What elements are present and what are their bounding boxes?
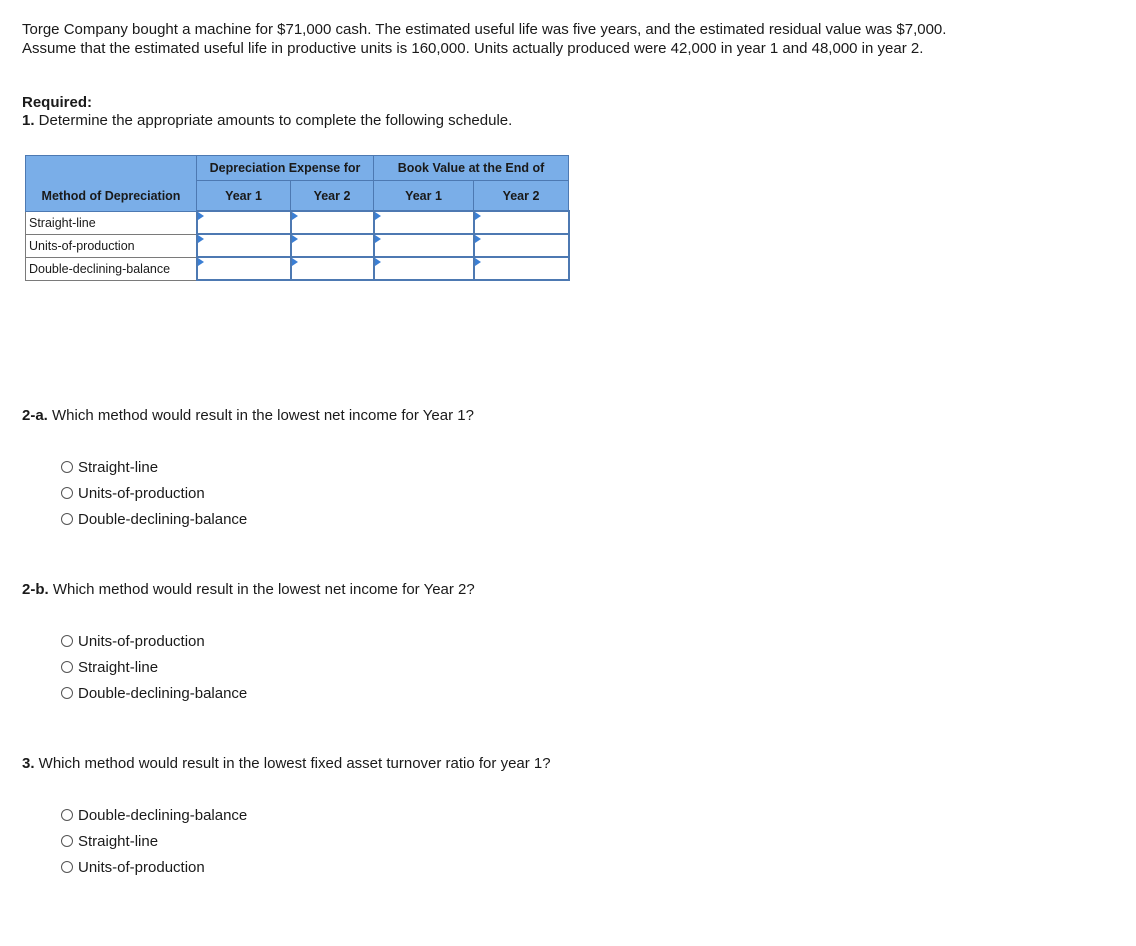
input-cell[interactable] — [474, 211, 569, 234]
input-cell[interactable] — [197, 234, 291, 257]
radio-label[interactable]: Straight-line — [78, 458, 159, 476]
radio-option[interactable] — [61, 828, 247, 854]
ddb-bv-year1-input[interactable] — [375, 258, 473, 279]
ddb-dep-year2-input[interactable] — [292, 258, 373, 279]
question-2a — [22, 407, 474, 424]
header-dep-year2: Year 2 — [291, 181, 374, 212]
header-bv-year1: Year 1 — [374, 181, 474, 212]
input-cell[interactable] — [474, 257, 569, 280]
radio-label[interactable]: Double-declining-balance — [78, 684, 248, 702]
input-cell[interactable] — [197, 257, 291, 280]
question-2b — [22, 581, 475, 598]
question-number: 2-b. — [22, 581, 49, 598]
radio-button[interactable] — [61, 835, 73, 847]
input-cell[interactable] — [291, 234, 374, 257]
header-book-value: Book Value at the End of — [374, 156, 569, 181]
required-item-1 — [22, 112, 512, 129]
ddb-dep-year1-input[interactable] — [198, 258, 290, 279]
question-number: 3. — [22, 755, 35, 772]
row-method-label: Straight-line — [26, 211, 197, 234]
header-dep-year1: Year 1 — [197, 181, 291, 212]
radio-option[interactable] — [61, 680, 247, 706]
row-method-label: Double-declining-balance — [26, 257, 197, 280]
straight-line-dep-year1-input[interactable] — [198, 212, 290, 233]
radio-label[interactable]: Units-of-production — [78, 484, 205, 502]
table-row — [26, 257, 569, 280]
radio-option[interactable] — [61, 506, 247, 532]
input-cell[interactable] — [374, 234, 474, 257]
table-row — [26, 234, 569, 257]
radio-button[interactable] — [61, 661, 73, 673]
question-2b-options — [61, 628, 247, 706]
radio-option[interactable] — [61, 454, 247, 480]
units-bv-year1-input[interactable] — [375, 235, 473, 256]
radio-button[interactable] — [61, 809, 73, 821]
input-cell[interactable] — [197, 211, 291, 234]
table-row — [26, 211, 569, 234]
input-cell[interactable] — [474, 234, 569, 257]
radio-button[interactable] — [61, 513, 73, 525]
radio-option[interactable] — [61, 628, 247, 654]
question-3 — [22, 755, 551, 772]
radio-button[interactable] — [61, 487, 73, 499]
ddb-bv-year2-input[interactable] — [475, 258, 568, 279]
straight-line-bv-year2-input[interactable] — [475, 212, 568, 233]
units-bv-year2-input[interactable] — [475, 235, 568, 256]
units-dep-year2-input[interactable] — [292, 235, 373, 256]
header-depreciation-expense: Depreciation Expense for — [197, 156, 374, 181]
radio-label[interactable]: Units-of-production — [78, 632, 205, 650]
required-label: Required: — [22, 94, 93, 111]
question-3-options — [61, 802, 247, 880]
question-2a-options — [61, 454, 247, 532]
required-item-number: 1. — [22, 112, 35, 129]
radio-option[interactable] — [61, 654, 247, 680]
question-number: 2-a. — [22, 407, 48, 424]
radio-label[interactable]: Double-declining-balance — [78, 806, 248, 824]
header-bv-year2: Year 2 — [474, 181, 569, 212]
radio-button[interactable] — [61, 461, 73, 473]
units-dep-year1-input[interactable] — [198, 235, 290, 256]
radio-option[interactable] — [61, 480, 247, 506]
radio-label[interactable]: Units-of-production — [78, 858, 205, 876]
input-cell[interactable] — [374, 211, 474, 234]
straight-line-dep-year2-input[interactable] — [292, 212, 373, 233]
problem-statement: Torge Company bought a machine for $71,000 cash. The estimated useful life was five years, and the estimated residual value was $7,000. Assume that the estimated useful life in productive units is 160,000. Units actually produced were 42,000 in year 1 and 48,000 in year 2. — [22, 21, 947, 57]
radio-option[interactable] — [61, 802, 247, 828]
question-text: Which method would result in the lowest fixed asset turnover ratio for year 1? — [34, 755, 551, 772]
straight-line-bv-year1-input[interactable] — [375, 212, 473, 233]
question-text: Which method would result in the lowest net income for Year 2? — [48, 581, 475, 598]
radio-button[interactable] — [61, 861, 73, 873]
header-method: Method of Depreciation — [26, 181, 197, 212]
input-cell[interactable] — [291, 211, 374, 234]
radio-label[interactable]: Double-declining-balance — [78, 510, 248, 528]
input-cell[interactable] — [374, 257, 474, 280]
radio-label[interactable]: Straight-line — [78, 658, 159, 676]
input-cell[interactable] — [291, 257, 374, 280]
header-blank — [26, 156, 197, 181]
row-method-label: Units-of-production — [26, 234, 197, 257]
radio-button[interactable] — [61, 635, 73, 647]
radio-label[interactable]: Straight-line — [78, 832, 159, 850]
radio-button[interactable] — [61, 687, 73, 699]
required-item-text: Determine the appropriate amounts to complete the following schedule. — [34, 112, 513, 129]
depreciation-schedule-table — [25, 155, 570, 281]
question-text: Which method would result in the lowest net income for Year 1? — [47, 407, 474, 424]
radio-option[interactable] — [61, 854, 247, 880]
